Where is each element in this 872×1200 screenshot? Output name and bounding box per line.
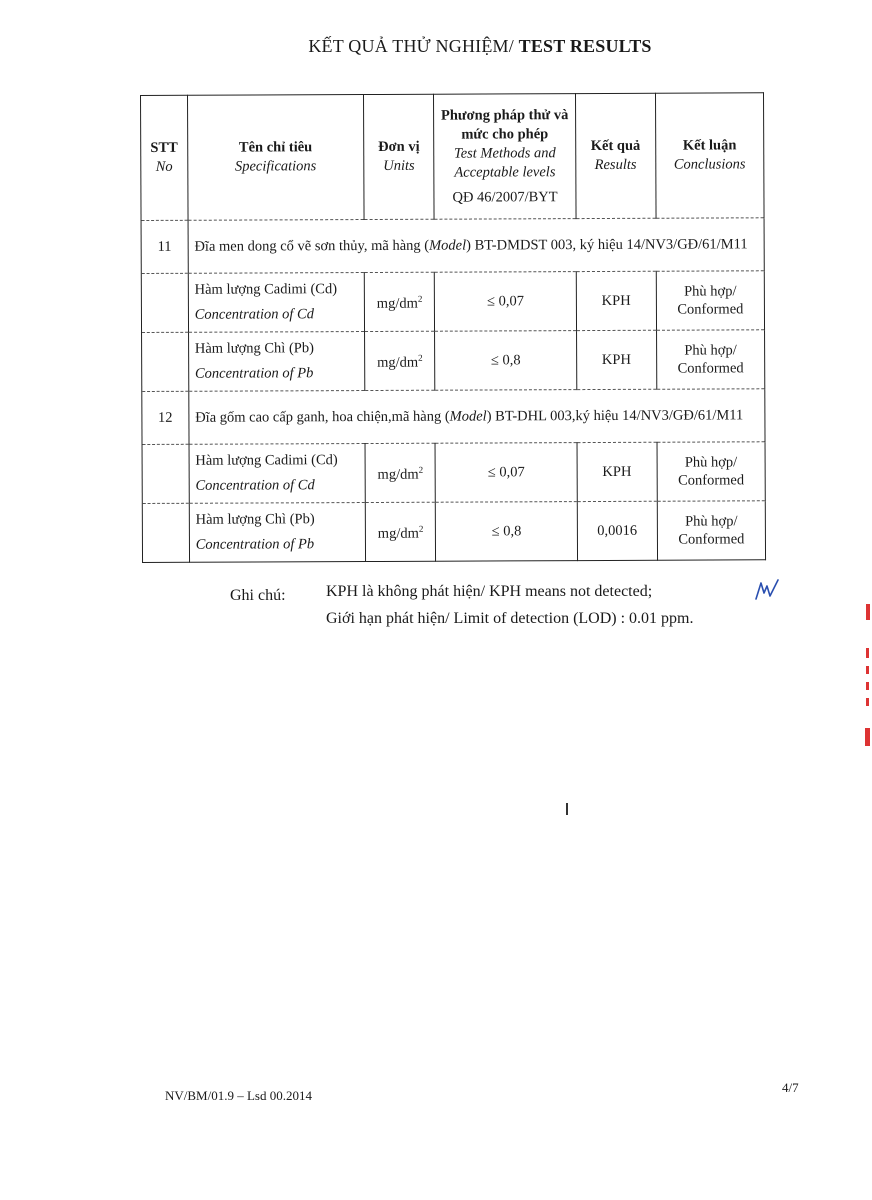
note-line-lod: Giới hạn phát hiện/ Limit of detection (LOD) : 0.01 ppm.	[326, 610, 694, 627]
unit-cell: $mg/dm^2$	[365, 502, 436, 561]
test-results-table	[140, 92, 766, 563]
item-description: Đĩa men dong cổ vẽ sơn thủy, mã hàng (Model) BT-DMDST 003, ký hiệu 14/NV3/GĐ/61/M11	[188, 218, 764, 274]
result-cell: KPH	[576, 330, 656, 389]
table-row	[142, 442, 765, 504]
header-result: Kết quả Results	[575, 93, 656, 218]
table-row	[141, 218, 764, 274]
conclusion-cell: Phù hợp/ Conformed	[657, 501, 765, 560]
spec-cell: Hàm lượng Cadimi (Cd) Concentration of Cd	[188, 273, 364, 333]
header-unit: Đơn vị Units	[363, 94, 434, 219]
header-spec: Tên chỉ tiêu Specifications	[187, 95, 364, 221]
table-row	[142, 330, 765, 392]
form-code: NV/BM/01.9 – Lsd 00.2014	[165, 1088, 312, 1103]
unit-cell: $mg/dm^2$	[364, 331, 435, 390]
result-cell: KPH	[576, 271, 656, 330]
note-line-kph: KPH là không phát hiện/ KPH means not detected;	[326, 583, 653, 600]
header-stt: STT No	[141, 95, 188, 220]
conclusion-cell: Phù hợp/ Conformed	[656, 271, 764, 330]
stray-pen-mark	[566, 803, 568, 815]
spec-cell: Hàm lượng Chì (Pb) Concentration of Pb	[188, 332, 364, 392]
spec-cell: Hàm lượng Cadimi (Cd) Concentration of Cd	[189, 444, 365, 504]
result-cell: KPH	[577, 442, 657, 501]
table-row	[141, 271, 764, 333]
scan-edge-stamp-icon	[862, 604, 872, 750]
page-number: 4/7	[782, 1080, 799, 1095]
table-row	[142, 389, 765, 445]
notes-label: Ghi chú:	[230, 587, 286, 604]
limit-cell: ≤ 0,07	[435, 443, 577, 503]
table-header-row	[141, 93, 765, 221]
limit-cell: ≤ 0,8	[436, 502, 578, 562]
header-conclusion: Kết luận Conclusions	[655, 93, 764, 218]
item-number: 12	[142, 391, 189, 444]
unit-cell: $mg/dm^2$	[364, 272, 435, 331]
page-title: KẾT QUẢ THỬ NGHIỆM/ TEST RESULTS	[308, 36, 652, 56]
conclusion-cell: Phù hợp/ Conformed	[656, 330, 764, 389]
conclusion-cell: Phù hợp/ Conformed	[657, 442, 765, 501]
handwritten-initials-icon	[754, 577, 780, 603]
header-method: Phương pháp thử và mức cho phép Test Methods and Acceptable levels QĐ 46/2007/BYT	[434, 94, 576, 220]
item-description: Đĩa gốm cao cấp ganh, hoa chiện,mã hàng (Model) BT-DHL 003,ký hiệu 14/NV3/GĐ/61/M11	[189, 389, 765, 445]
table-row	[142, 501, 765, 563]
result-cell: 0,0016	[577, 501, 657, 560]
spec-cell: Hàm lượng Chì (Pb) Concentration of Pb	[189, 503, 365, 563]
unit-cell: $mg/dm^2$	[365, 443, 436, 502]
limit-cell: ≤ 0,07	[435, 272, 577, 332]
notes-text	[326, 578, 694, 632]
item-number: 11	[141, 220, 188, 273]
limit-cell: ≤ 0,8	[435, 331, 577, 391]
